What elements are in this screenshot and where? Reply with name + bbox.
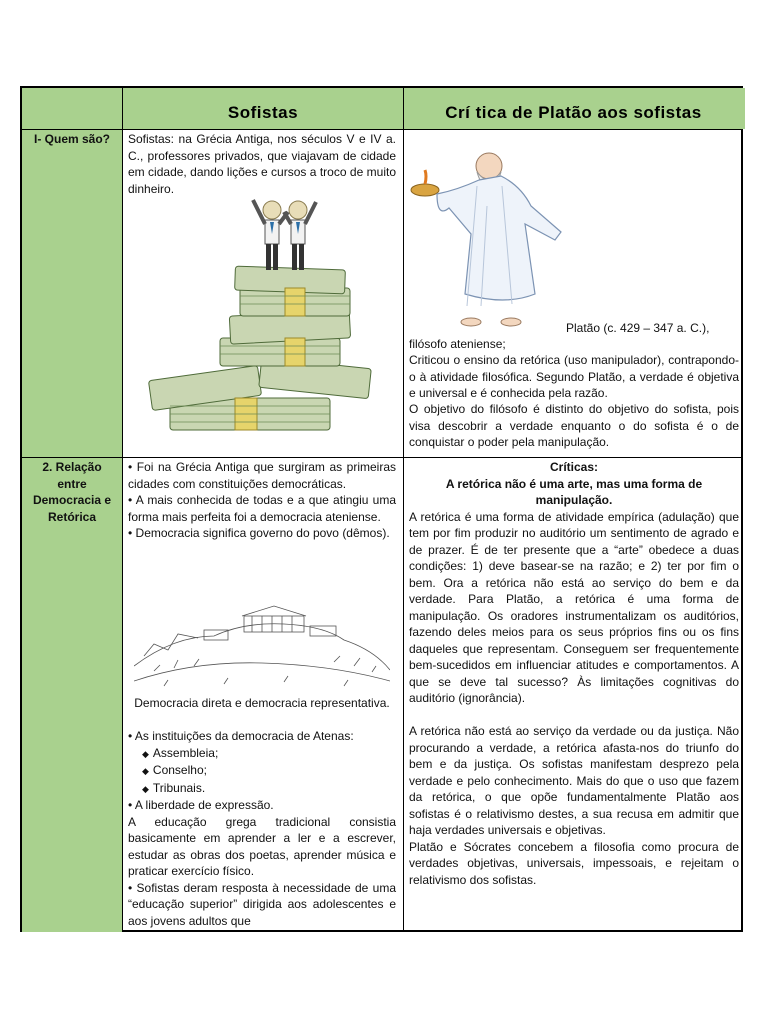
criticas-title: Críticas: — [549, 460, 599, 474]
caption-democracia: Democracia direta e democracia representativa. — [134, 696, 390, 710]
instituicoes-list — [128, 745, 396, 798]
instituicao-assembleia: ◆ Assembleia; — [142, 745, 396, 763]
header-col1 — [22, 88, 122, 129]
figures-on-money-icon — [140, 198, 390, 448]
sofistas-resposta: • Sofistas deram resposta à necessidade de uma “educação superior” dirigida aos adolescentes e aos jovens adultos que — [128, 880, 396, 928]
criticas-subtitle: A retórica não é uma arte, mas uma forma de manipulação. — [445, 476, 703, 507]
column-divider-1 — [122, 88, 123, 930]
header-sofistas: Sofistas — [227, 103, 299, 122]
content-table — [20, 86, 743, 932]
row-label-quem-sao: I- Quem são? — [33, 132, 110, 146]
bullet-cidades: • Foi na Grécia Antiga que surgiram as primeiras cidades com constituições democráticas. — [128, 460, 396, 491]
educacao-grega: A educação grega tradicional consistia basicamente em aprender a ler e a escrever, estudar as obras dos poetas, aprender música e praticar exercício físico. — [128, 814, 396, 878]
acropolis-sketch-icon — [134, 596, 390, 696]
criticas-block — [409, 459, 739, 888]
criticas-paragraph-1: A retórica é uma forma de atividade empírica (adulação) que tem por fim produzir no auditório um sentimento de agrado e de prazer. É de ter presente que a “arte” obedece a duas condições: 1) deve basear-se na razão; e 2) ter por fim o bem. Ora a retórica não está ao serviço do bem e da verdade. Para Platão, a retórica é uma forma de manipulação. Os oradores instrumentalizam os auditórios, fazendo deles meios para os seus próprios fins ou os fins daqueles que representam. Conseguem ser frequentemente bem-sucedidos em influenciar atitudes e comportamentos. A que se deve tal sucesso? Às limitações cognitivas do auditório (ignorância). — [409, 509, 739, 705]
criticas-paragraph-3: Platão e Sócrates concebem a filosofia como procura de verdades objetivas, universais, impessoais, e rejeitam o relativismo dos sofistas. — [409, 839, 739, 887]
platao-text-1: Criticou o ensino da retórica (uso manipulador), contrapondo-o à atividade filosófica. Segundo Platão, a verdade é objetiva e universal e é conhecida pela razão. — [409, 353, 739, 400]
label-column-bg — [22, 129, 122, 932]
sofistas-intro: Sofistas: na Grécia Antiga, nos séculos V e IV a. C., professores privados, que viajavam de cidade em cidade, dando lições e cursos a troco de muito dinheiro. — [128, 132, 396, 196]
instituicao-conselho: ◆ Conselho; — [142, 762, 396, 780]
platao-text-2: O objetivo do filósofo é distinto do objetivo do sofista, pois visa descobrir a verdade enquanto o do sofista é o de conquistar o poder pela manipulação. — [409, 402, 739, 449]
instituicao-tribunais: ◆ Tribunais. — [142, 780, 396, 798]
criticas-paragraph-2: A retórica não está ao serviço da verdade ou da justiça. Não procurando a verdade, a retórica afasta-nos do triunfo do bem e da justiça. Os sofistas manifestam desprezo pela verdade e pelo conhecimento. Mais do que o uso que fazem da retórica, o que opõe fundamentalmente Platão aos sofistas é o relativismo destes, a sua recusa em admitir que haja verdades universais e objetivas. — [409, 724, 739, 837]
bullet-ateniense: • A mais conhecida de todas e a que atingiu uma forma mais perfeita foi a democracia ateniense. — [128, 493, 396, 524]
column-divider-2 — [403, 88, 404, 930]
header-critica-platao: Crí tica de Platão aos sofistas — [445, 103, 702, 122]
democracia-bullets — [128, 459, 396, 542]
liberdade-expressao: • A liberdade de expressão. — [128, 798, 274, 812]
plato-figure-icon — [407, 146, 582, 331]
instituicoes-title: • As instituições da democracia de Atenas: — [128, 729, 354, 743]
platao-caption-1: Platão (c. 429 – 347 a. C.), — [566, 321, 710, 335]
row-label-democracia-retorica: 2. Relação entre Democracia e Retórica — [32, 460, 112, 524]
instituicoes-block — [128, 728, 396, 929]
bullet-dêmos: • Democracia significa governo do povo (dêmos). — [128, 526, 390, 540]
header-divider — [22, 129, 741, 130]
row-divider — [22, 457, 741, 458]
criticas-spacer — [409, 707, 739, 724]
platao-caption-2: filósofo ateniense; — [409, 337, 506, 351]
